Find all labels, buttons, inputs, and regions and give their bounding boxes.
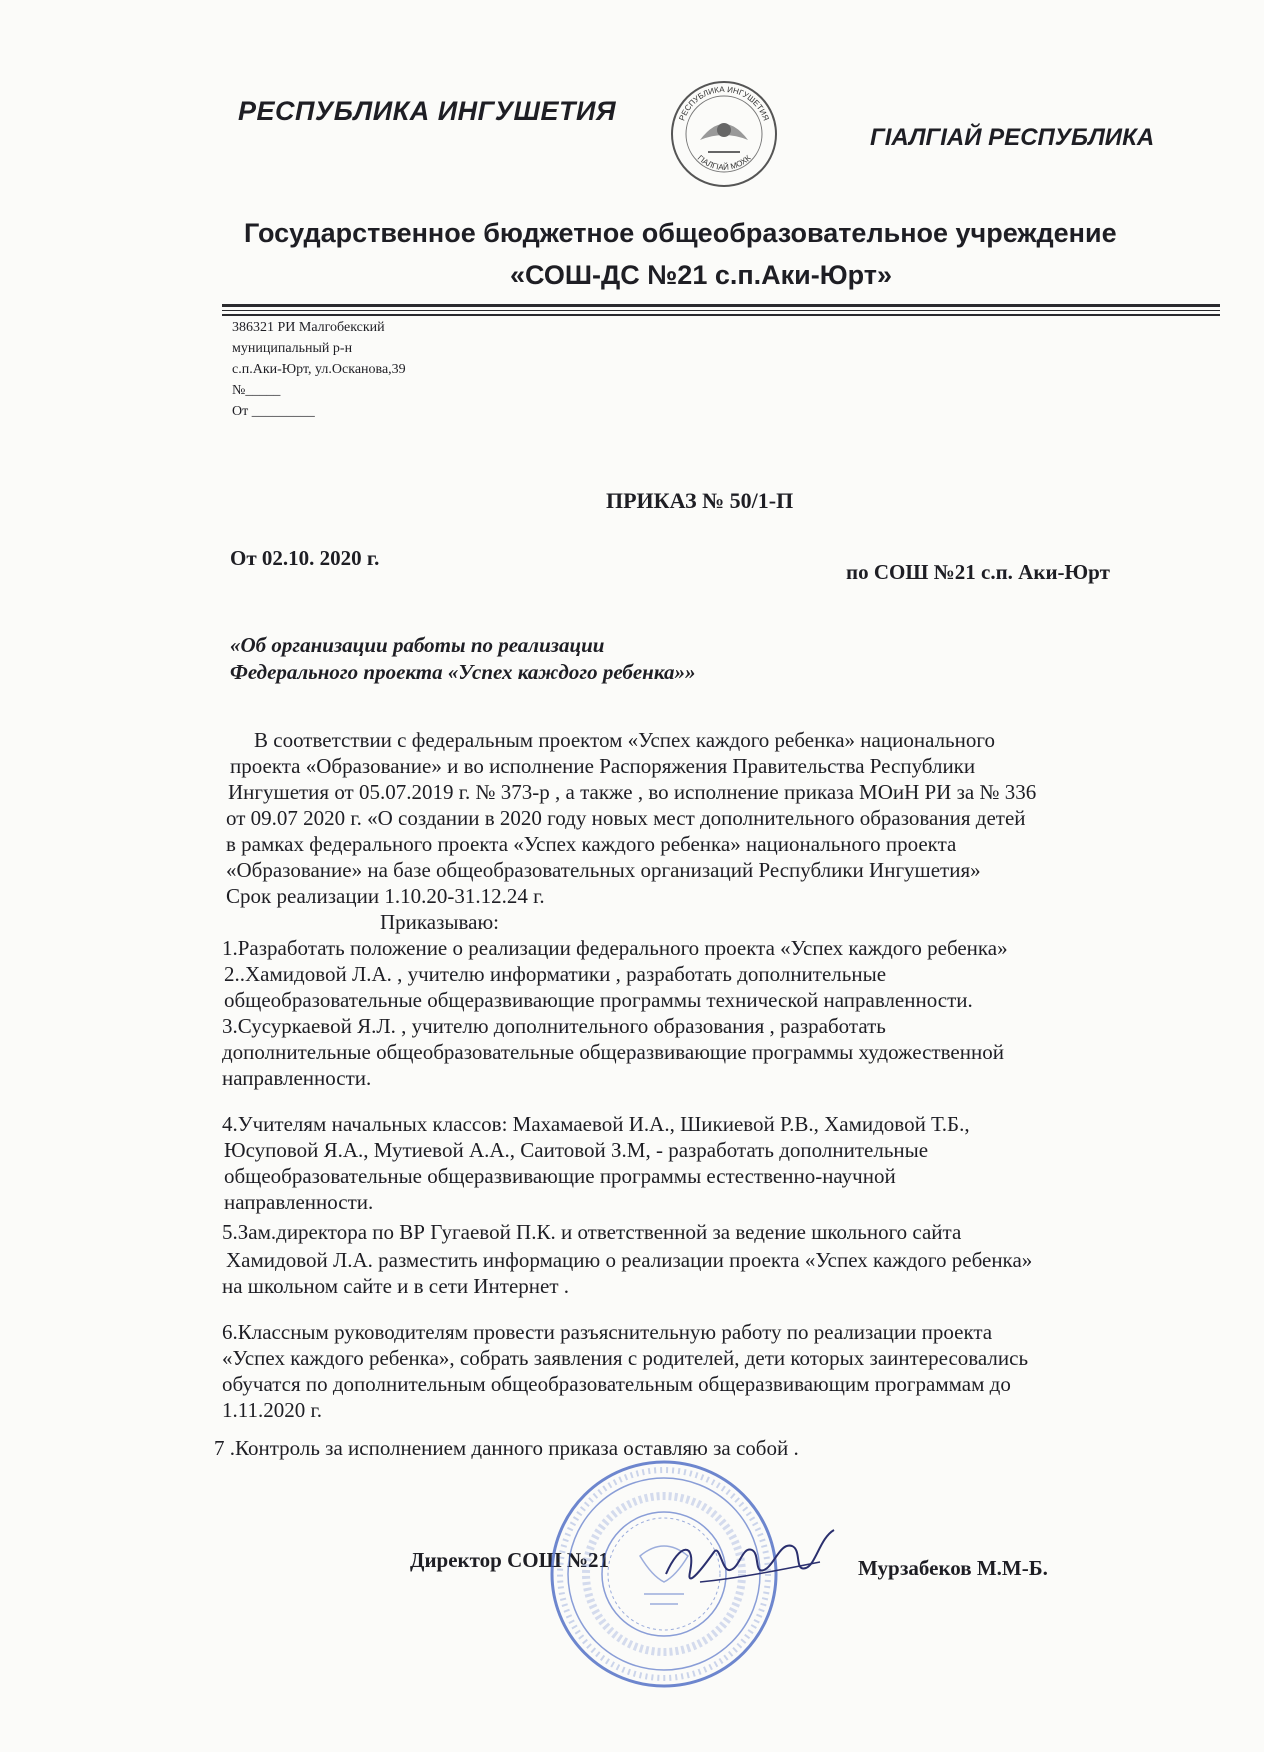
body-line: направленности. xyxy=(222,1066,372,1090)
body-line: Срок реализации 1.10.20-31.12.24 г. xyxy=(226,884,545,908)
body-line: дополнительные общеобразовательные общеразвивающие программы художественной xyxy=(222,1040,1004,1064)
body-line: направленности. xyxy=(224,1190,374,1214)
body-line: «Образование» на базе общеобразовательных организаций Республики Ингушетия» xyxy=(226,858,981,882)
signatory-position: Директор СОШ №21 xyxy=(410,1548,610,1572)
body-line: в рамках федерального проекта «Успех каждого ребенка» национального проекта xyxy=(226,832,957,856)
svg-text:РЕСПУБЛИКА ИНГУШЕТИЯ: РЕСПУБЛИКА ИНГУШЕТИЯ xyxy=(677,84,771,122)
body-line: общеобразовательные общеразвивающие программы естественно-научной xyxy=(224,1164,896,1188)
body-line: 1.Разработать положение о реализации федерального проекта «Успех каждого ребенка» xyxy=(222,936,1008,960)
outgoing-number: №_____ xyxy=(232,383,281,398)
order-place: по СОШ №21 с.п. Аки-Юрт xyxy=(846,560,1110,584)
body-line: обучатся по дополнительным общеобразовательным общеразвивающим программам до xyxy=(222,1372,1011,1396)
institution-short-name: «СОШ-ДС №21 с.п.Аки-Юрт» xyxy=(510,260,892,290)
order-subject-line: Федерального проекта «Успех каждого ребенка»» xyxy=(230,660,696,684)
signatory-name: Мурзабеков М.М-Б. xyxy=(858,1556,1048,1580)
order-subject-line: «Об организации работы по реализации xyxy=(230,633,605,657)
body-line: 5.Зам.директора по ВР Гугаевой П.К. и ответственной за ведение школьного сайта xyxy=(222,1220,962,1244)
order-subject xyxy=(230,632,695,686)
body-line: 1.11.2020 г. xyxy=(222,1398,322,1422)
address-line: 386321 РИ Малгобекский xyxy=(232,320,385,335)
body-line: Юсуповой Я.А., Мутиевой А.А., Саитовой З.М, - разработать дополнительные xyxy=(224,1138,929,1162)
body-line: 4.Учителям начальных классов: Махамаевой И.А., Шикиевой Р.В., Хамидовой Т.Б., xyxy=(222,1112,970,1136)
header-rule-thick xyxy=(222,304,1220,307)
address-line: с.п.Аки-Юрт, ул.Осканова,39 xyxy=(232,362,406,377)
republic-emblem xyxy=(668,78,780,190)
svg-text:ГIАЛГIАЙ МОХК: ГIАЛГIАЙ МОХК xyxy=(695,153,753,172)
body-line: на школьном сайте и в сети Интернет . xyxy=(222,1274,570,1298)
body-line: Хамидовой Л.А. разместить информацию о реализации проекта «Успех каждого ребенка» xyxy=(226,1248,1033,1272)
body-line: «Успех каждого ребенка», собрать заявления с родителей, дети которых заинтересовались xyxy=(222,1346,1029,1370)
body-line: от 09.07 2020 г. «О создании в 2020 году новых мест дополнительного образования детей xyxy=(226,806,1026,830)
address-line: муниципальный р-н xyxy=(232,341,353,356)
body-line: 2..Хамидовой Л.А. , учителю информатики , разработать дополнительные xyxy=(224,962,887,986)
body-line: В соответствии с федеральным проектом «Успех каждого ребенка» национального xyxy=(254,728,995,752)
director-signature xyxy=(660,1512,850,1602)
body-line: проекта «Образование» и во исполнение Распоряжения Правительства Республики xyxy=(230,754,976,778)
outgoing-date: От _________ xyxy=(232,404,315,419)
body-line: 7 .Контроль за исполнением данного приказа оставляю за собой . xyxy=(214,1436,799,1460)
header-left-title: РЕСПУБЛИКА ИНГУШЕТИЯ xyxy=(238,96,617,126)
body-line: 3.Сусуркаевой Я.Л. , учителю дополнительного образования , разработать xyxy=(222,1014,886,1038)
header-rule-bottom xyxy=(222,314,1220,316)
header-right-title: ГIАЛГIАЙ РЕСПУБЛИКА xyxy=(870,124,1155,151)
header-rule-thin xyxy=(222,310,1220,311)
body-line: Ингушетия от 05.07.2019 г. № 373-р , а также , во исполнение приказа МОиН РИ за № 336 xyxy=(228,780,1037,804)
order-title: ПРИКАЗ № 50/1-П xyxy=(606,488,794,513)
body-line: Приказываю: xyxy=(380,910,499,934)
body-line: общеобразовательные общеразвивающие программы технической направленности. xyxy=(224,988,973,1012)
order-date: От 02.10. 2020 г. xyxy=(230,546,380,570)
body-line: 6.Классным руководителям провести разъяснительную работу по реализации проекта xyxy=(222,1320,993,1344)
institution-name: Государственное бюджетное общеобразовательное учреждение xyxy=(244,218,1117,248)
